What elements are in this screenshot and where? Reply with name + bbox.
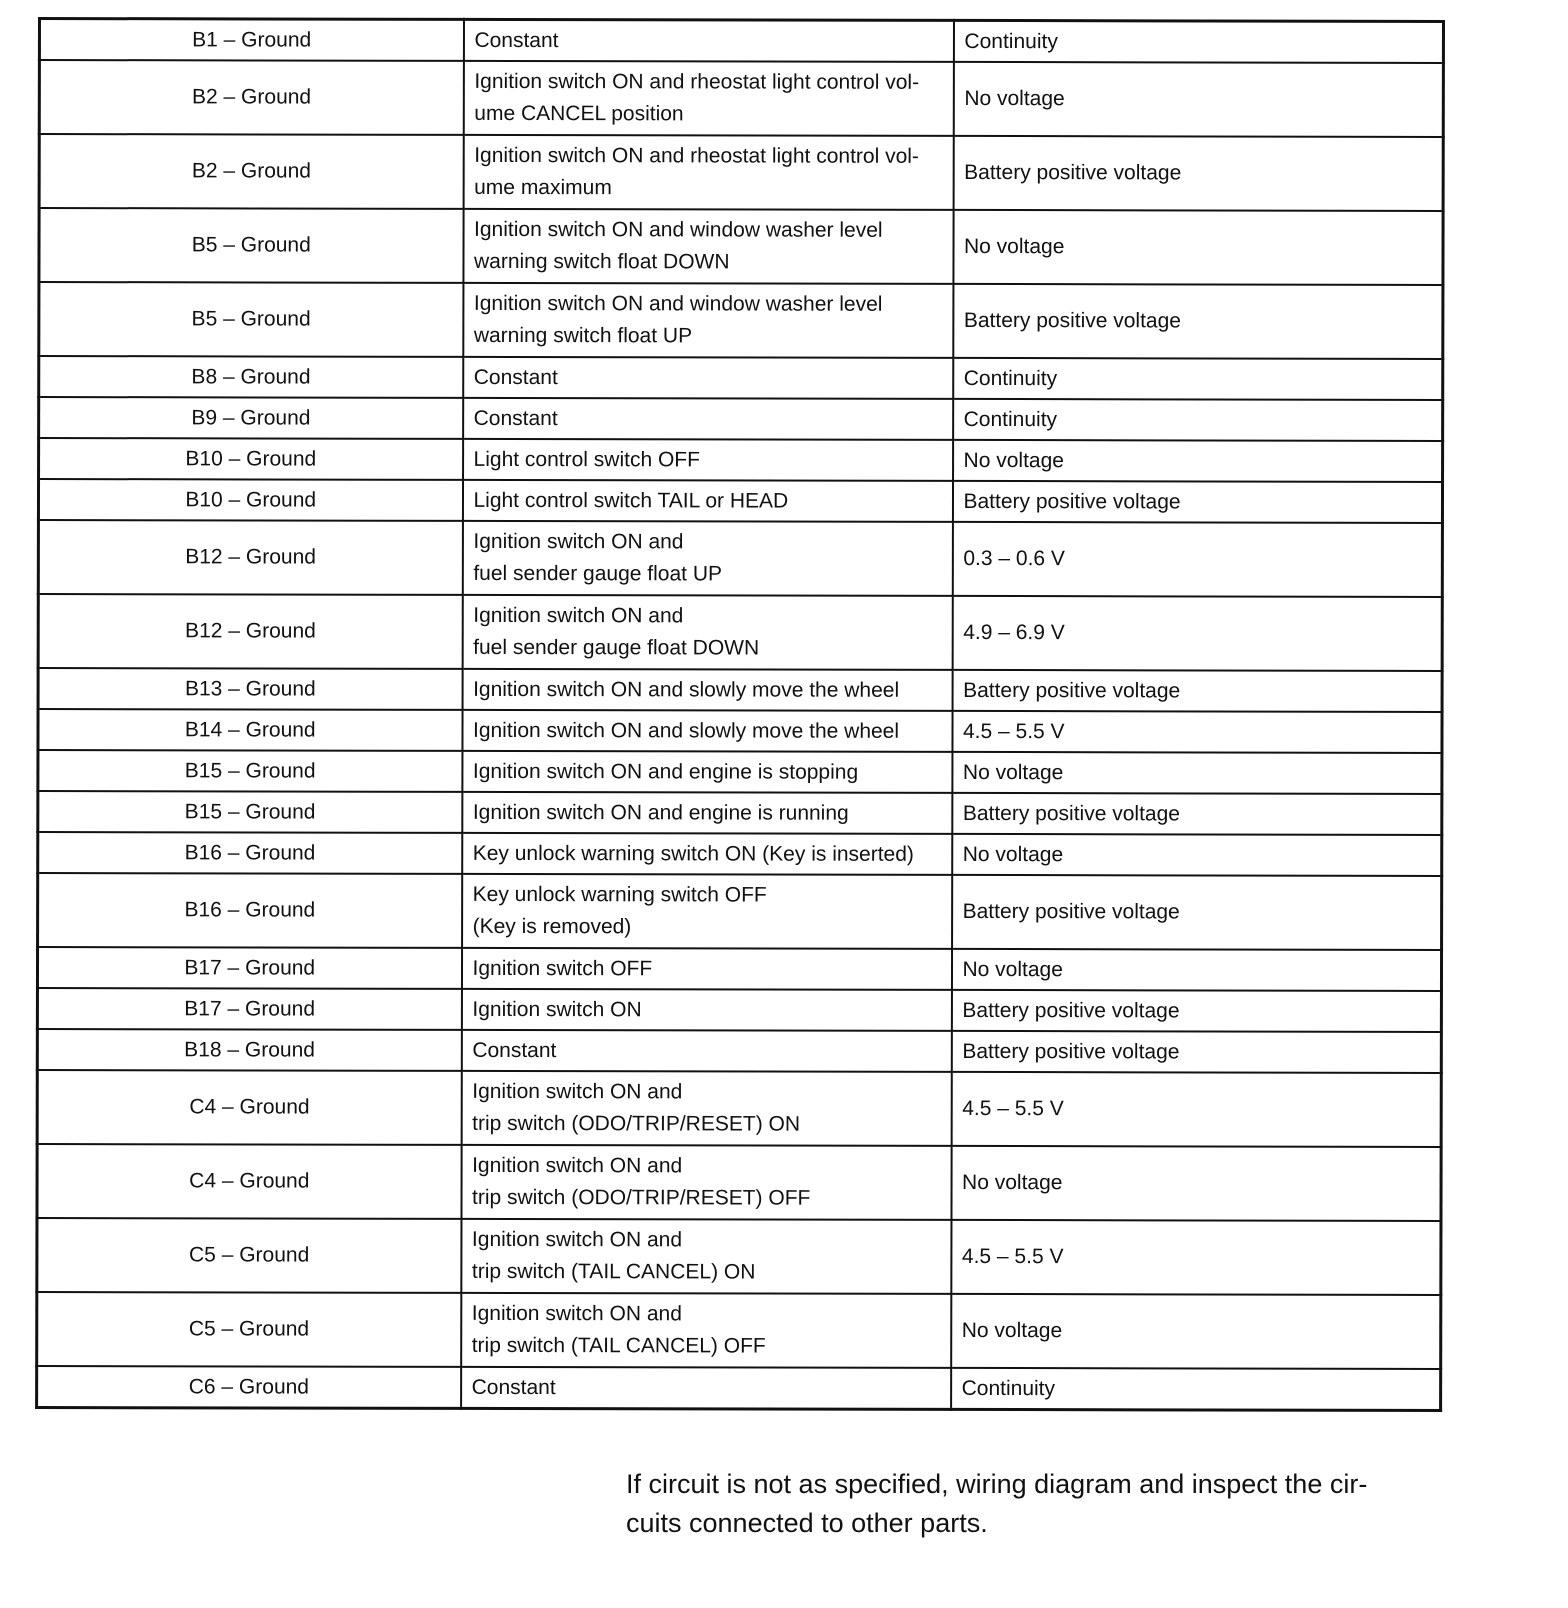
specified-condition-cell: 4.9 – 6.9 V [952,596,1442,671]
condition-cell [462,792,952,834]
condition-line: Ignition switch ON and slowly move the wheel [472,718,900,743]
condition-cell [461,1071,951,1146]
condition-line: Light control switch TAIL or HEAD [473,488,789,513]
condition-cell [461,948,951,990]
table-row [39,356,1443,400]
table-row [39,282,1443,359]
condition-line: ume maximum [474,175,612,200]
table-row [38,594,1442,671]
specified-condition-cell: Continuity [953,399,1443,441]
specified-condition-cell: 0.3 – 0.6 V [952,522,1442,597]
condition-cell [461,1367,951,1410]
condition-cell [462,669,952,711]
terminal-cell: C4 – Ground [37,1070,461,1145]
condition-line: Ignition switch ON and window washer level [473,291,883,316]
specified-condition-cell: Continuity [953,20,1443,63]
condition-line: Ignition switch ON and [473,529,684,554]
table-row [37,1292,1441,1369]
condition-line: Ignition switch ON and engine is running [472,800,849,825]
footnote-line-1: If circuit is not as specified, wiring diagram and inspect the cir- [626,1469,1368,1499]
table-row [38,750,1442,794]
condition-cell [462,710,952,752]
condition-line: Ignition switch ON and [471,1227,683,1252]
terminal-cell: B2 – Ground [39,134,463,209]
table-row [37,1218,1441,1295]
table-row [37,1029,1441,1073]
condition-cell [461,989,951,1031]
condition-line: Ignition switch ON and window washer level [474,217,883,242]
condition-line: warning switch float UP [473,323,693,348]
specified-condition-cell: Battery positive voltage [952,875,1442,950]
condition-cell [461,1030,951,1072]
footnote [626,1465,1486,1543]
table-row [39,438,1443,482]
terminal-cell: B15 – Ground [38,791,462,833]
condition-cell [463,61,953,136]
condition-line: ume CANCEL position [474,101,684,126]
condition-line: Light control switch OFF [473,447,701,471]
condition-cell [463,439,953,481]
terminal-cell: B5 – Ground [39,282,463,357]
condition-cell [463,283,953,358]
specified-condition-cell: No voltage [953,210,1443,285]
specified-condition-cell: No voltage [952,752,1442,794]
condition-line: Key unlock warning switch ON (Key is inserted) [472,841,914,866]
table-row [39,397,1443,441]
terminal-cell: B1 – Ground [39,19,463,61]
terminal-cell: B5 – Ground [39,208,463,283]
condition-line: warning switch float DOWN [473,249,730,274]
terminal-cell: B16 – Ground [38,873,462,948]
condition-cell [461,1219,951,1294]
condition-line: Ignition switch ON and [471,1301,682,1326]
condition-line: trip switch (ODO/TRIP/RESET) OFF [472,1185,811,1210]
table-row [39,19,1443,63]
condition-line: (Key is removed) [472,914,632,939]
terminal-cell: C4 – Ground [37,1144,461,1219]
condition-line: Ignition switch ON and engine is stopping [472,759,859,784]
specified-condition-cell: No voltage [953,440,1443,482]
condition-line: fuel sender gauge float UP [473,561,723,586]
table-row [39,134,1443,211]
terminal-cell: B8 – Ground [39,356,463,398]
specified-condition-cell: No voltage [953,62,1443,137]
terminal-cell: B12 – Ground [38,520,462,595]
table-row [39,60,1443,137]
terminal-cell: C5 – Ground [37,1218,461,1293]
terminal-cell: B10 – Ground [39,438,463,480]
condition-cell [461,1145,951,1220]
condition-line: Ignition switch ON and [472,1079,683,1104]
condition-cell [463,209,953,284]
specified-condition-cell: Battery positive voltage [952,481,1442,523]
condition-cell [462,874,952,949]
specified-condition-cell: Battery positive voltage [951,990,1441,1032]
table-row [37,1070,1441,1147]
terminal-cell: B9 – Ground [39,397,463,439]
condition-cell [463,357,953,399]
condition-line: Ignition switch ON and rheostat light control vol- [474,143,919,168]
condition-cell [463,398,953,440]
table-row [38,709,1442,753]
specified-condition-cell: Continuity [953,358,1443,400]
table-row [38,479,1442,523]
condition-cell [462,521,952,596]
terminal-cell: B17 – Ground [37,947,461,989]
terminal-cell: B10 – Ground [38,479,462,521]
terminal-cell: B14 – Ground [38,709,462,751]
condition-line: Ignition switch ON and slowly move the wheel [473,677,900,702]
table-row [38,520,1442,597]
specified-condition-cell: Battery positive voltage [953,284,1443,359]
condition-cell [462,751,952,793]
terminal-cell: B17 – Ground [37,988,461,1030]
condition-line: Ignition switch ON [472,997,642,1021]
footnote-line-2: cuits connected to other parts. [626,1508,988,1538]
condition-line: trip switch (TAIL CANCEL) ON [471,1259,756,1284]
table-row [38,668,1442,712]
condition-cell [463,19,953,62]
specified-condition-cell: No voltage [951,949,1441,991]
condition-line: Constant [472,1038,557,1062]
table-row [37,1144,1441,1221]
specified-condition-cell: No voltage [952,834,1442,876]
condition-cell [462,595,952,670]
condition-line: Key unlock warning switch OFF [472,882,767,907]
condition-line: Constant [471,1375,556,1399]
condition-line: Constant [474,28,559,52]
condition-cell [462,833,952,875]
table-row [38,873,1442,950]
condition-line: Ignition switch ON and rheostat light control vol- [474,69,920,94]
condition-line: fuel sender gauge float DOWN [473,635,760,660]
specified-condition-cell: 4.5 – 5.5 V [951,1072,1441,1147]
condition-line: Ignition switch ON and [473,603,684,628]
condition-line: Constant [473,406,558,430]
condition-cell [463,135,953,210]
specified-condition-cell: No voltage [951,1294,1441,1369]
condition-line: trip switch (ODO/TRIP/RESET) ON [472,1111,801,1136]
condition-line: trip switch (TAIL CANCEL) OFF [471,1333,766,1358]
terminal-cell: B15 – Ground [38,750,462,792]
specified-condition-cell: Battery positive voltage [951,1031,1441,1073]
specified-condition-cell: Battery positive voltage [953,136,1443,211]
condition-line: Constant [473,365,558,389]
specified-condition-cell: Continuity [951,1368,1441,1411]
terminal-cell: B2 – Ground [39,60,463,135]
table-row [39,208,1443,285]
terminal-cell: B13 – Ground [38,668,462,710]
table-row [37,1366,1441,1410]
inspection-table-body [37,19,1444,1411]
table-row [37,988,1441,1032]
specified-condition-cell: No voltage [951,1146,1441,1221]
terminal-cell: B12 – Ground [38,594,462,669]
table-row [38,832,1442,876]
specified-condition-cell: Battery positive voltage [952,793,1442,835]
terminal-cell: C5 – Ground [37,1292,461,1367]
table-row [38,791,1442,835]
inspection-table [35,17,1445,1412]
condition-line: Ignition switch OFF [472,956,653,980]
table-row [37,947,1441,991]
condition-cell [462,480,952,522]
specified-condition-cell: 4.5 – 5.5 V [951,1220,1441,1295]
specified-condition-cell: 4.5 – 5.5 V [952,711,1442,753]
condition-line: Ignition switch ON and [472,1153,683,1178]
specified-condition-cell: Battery positive voltage [952,670,1442,712]
terminal-cell: B16 – Ground [38,832,462,874]
terminal-cell: C6 – Ground [37,1366,461,1408]
condition-cell [461,1293,951,1368]
terminal-cell: B18 – Ground [37,1029,461,1071]
